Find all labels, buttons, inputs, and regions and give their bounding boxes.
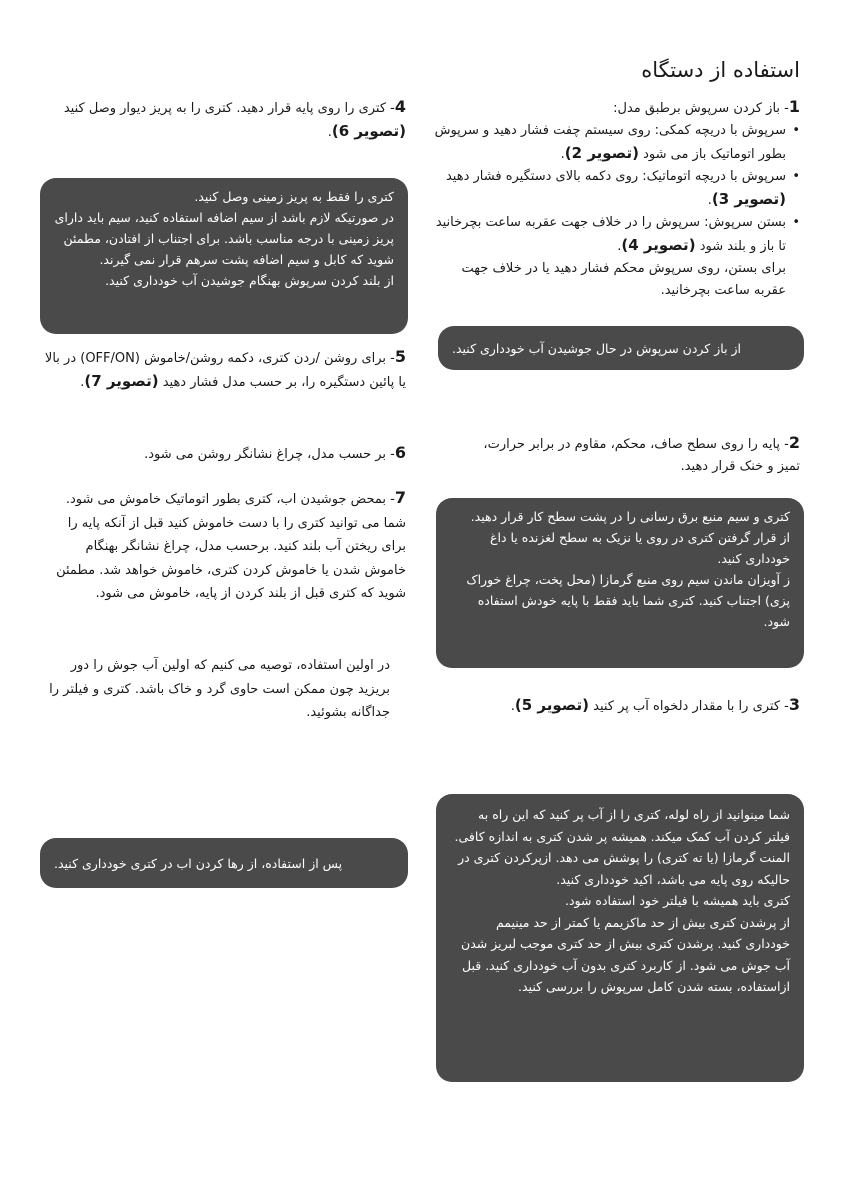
step-1-extra: برای بستن، روی سرپوش محکم فشار دهید یا در خلاف جهت عقربه ساعت بچرخانید. (461, 261, 786, 298)
step-1-intro: - باز کردن سرپوش برطبق مدل: (613, 101, 789, 116)
warning-text: کتری را فقط به پریز زمینی وصل کنید. (194, 189, 394, 204)
figure-ref: (تصویر 3) (711, 190, 786, 208)
step-3-number: 3 (788, 695, 800, 714)
step-1-number: 1 (788, 97, 800, 116)
warning-text: شما مینوانید از راه لوله، کتری را از آب پر کنید که این راه به فیلتر کردن آب کمک میکند. همیشه پر شدن کتری به اندازه کافی. المنت گرمازا (یا ته کتری) را پوشش می دهد. ازپرکردن کتری در حالیکه روی پایه می باشد، اکید خودداری کنید. (454, 807, 790, 887)
figure-ref: (تصویر 4) (621, 236, 696, 254)
first-use-note: در اولین استفاده، توصیه می کنیم که اولین آب جوش را دور بریزید چون ممکن است حاوی گرد و خاک باشد. کتری و فیلتر را جداگانه بشوئید. (49, 658, 390, 720)
warning-text: از پرشدن کتری بیش از حد ماکزیمم یا کمتر از حد مینیمم خودداری کنید. پرشدن کتری بیش از حد کتری موجب لبریز شدن آب جوش می شود. از کاربرد کتری بدون آب خودداری کنید. قبل ازاستفاده، بسته شدن کامل سرپوش را بررسی کنید. (461, 914, 790, 994)
figure-ref: (تصویر 2) (564, 144, 639, 162)
warning-box-filling (436, 794, 804, 1082)
warning-box-lid (438, 326, 804, 370)
figure-ref: (تصویر 5) (514, 696, 589, 714)
warning-box-placement (436, 498, 804, 668)
step-4: 4- کتری را روی پایه قرار دهید. کتری را به پریز دیوار وصل کنید (تصویر 6). (63, 97, 406, 140)
warning-text: در صورتیکه لازم باشد از سیم اضافه استفاده کنید، سیم باید دارای پریز زمینی با درجه مناسب باشد. برای اجتناب از افتادن، مطمئن شوید که کابل و سیم اضافه پشت سرهم قرار نمی گیرند. (54, 210, 394, 267)
step-2: 2- پایه را روی سطح صاف، محکم، مقاوم در برابر حرارت، تمیز و خنک قرار دهید. (483, 433, 800, 474)
step-1-bullet: • سرپوش با دریچه کمکی: روی سیستم چفت فشار دهید و سرپوش بطور اتوماتیک باز می شود (تصویر 2). (432, 120, 786, 166)
warning-text: کتری و سیم منبع برق رسانی را در پشت سطح کار قرار دهید. (470, 509, 790, 524)
warning-text: از باز کردن سرپوش در حال جوشیدن آب خودداری کنید. (452, 340, 742, 356)
step-6: 6- بر حسب مدل، چراغ نشانگر روشن می شود. (144, 443, 406, 462)
warning-box-after-use (40, 838, 408, 888)
step-3: 3- کتری را با مقدار دلخواه آب پر کنید (تصویر 5). (510, 695, 800, 714)
figure-ref: (تصویر 7) (84, 372, 159, 390)
warning-box-grounding (40, 178, 408, 334)
step-1-bullet: • بستن سرپوش: سرپوش را در خلاف جهت عقربه ساعت بچرخانید تا باز و بلند شود (تصویر 4). (432, 212, 786, 258)
step-6-number: 6 (394, 443, 406, 462)
step-7-number: 7 (394, 488, 406, 507)
page-title: استفاده از دستگاه (641, 58, 800, 82)
warning-text: پس از استفاده، از رها کردن اب در کتری خودداری کنید. (54, 855, 343, 871)
step-5-number: 5 (394, 347, 406, 366)
warning-text: کتری باید همیشه با فیلتر خود استفاده شود. (564, 893, 790, 908)
step-1-bullet: • سرپوش با دریچه اتوماتیک: روی دکمه بالای دستگیره فشار دهید (تصویر 3). (432, 166, 786, 212)
step-1 (432, 96, 800, 302)
step-7: 7- بمحض جوشیدن اب، کتری بطور اتوماتیک خاموش می شود. شما می توانید کتری را با دست خاموش کنید قبل از آنکه پایه را برای ریختن آب بلند کنید. برحسب مدل، چراغ نشانگر بهنگام خاموش شدن یا خاموش کردن کتری، خاموش خواهد شد. مطمئن شوید که کتری قبل از بلند کردن از پایه، خاموش می شود. (56, 488, 406, 601)
warning-text: از قرار گرفتن کتری در روی یا نزیک به سطح لغزنده یا داغ خودداری کنید. (490, 530, 790, 566)
figure-ref: (تصویر 6) (331, 122, 406, 140)
warning-text: از بلند کردن سرپوش بهنگام جوشیدن آب خودداری کنید. (105, 273, 394, 288)
step-2-number: 2 (788, 433, 800, 452)
warning-text: ز آویزان ماندن سیم روی منبع گرمازا (محل پخت، چراغ خوراک پزی) اجتناب کنید. کتری شما باید فقط با پایه خودش استفاده شود. (466, 572, 790, 629)
step-4-number: 4 (394, 97, 406, 116)
step-5: 5- برای روشن /ردن کتری، دکمه روشن/خاموش (OFF/ON) در بالا یا پائین دستگیره را، بر حسب مدل فشار دهید (تصویر 7). (44, 347, 406, 390)
